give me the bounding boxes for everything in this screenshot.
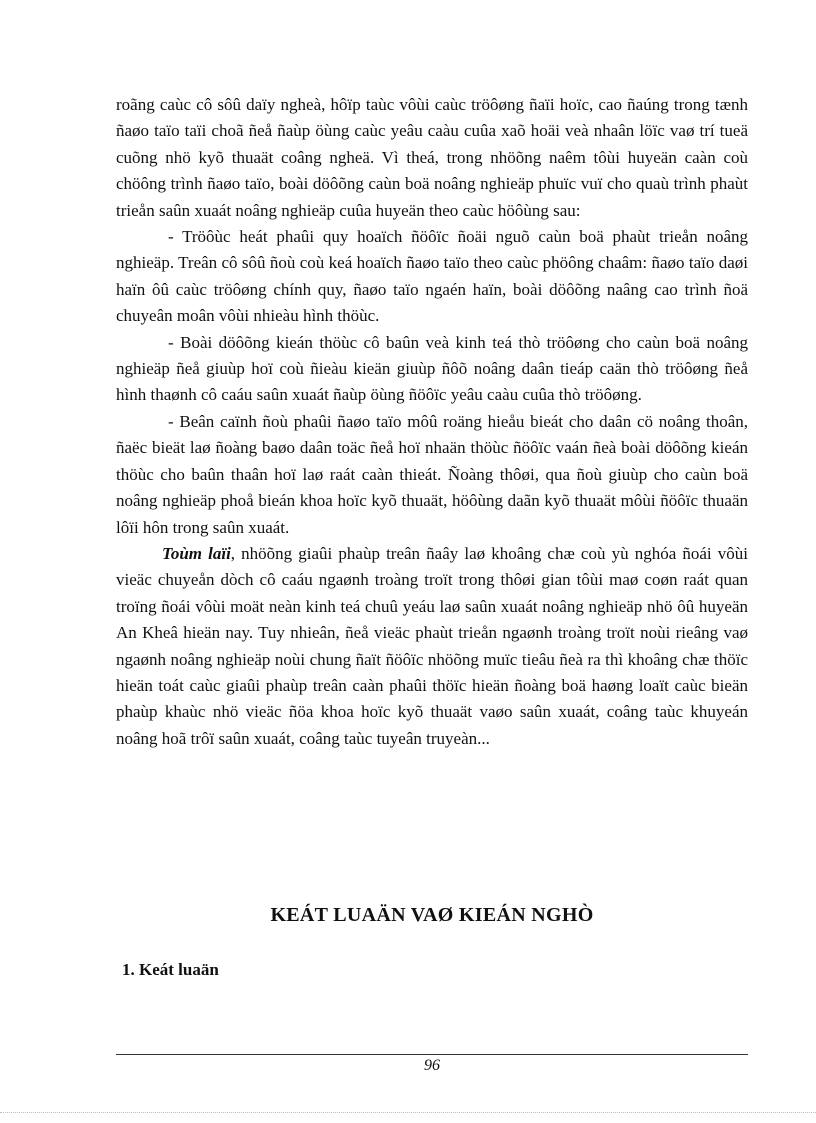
subsection-title: 1. Keát luaän: [122, 960, 219, 979]
conclusion-lead: Toùm laïi: [162, 543, 231, 563]
body-paragraph-bullet-3: - Beân caïnh ñoù phaûi ñaøo taïo môû roäng hieåu bieát cho daân cö noâng thoân, ñaëc bieät laø ñoàng baøo daân toäc ñeå hoï nhaän thöùc ñöôïc vaán ñeà boài döôõng kieán thöùc cho baûn thaân hoï laø raát caàn thieát. Ñoàng thôøi, qua ñoù giuùp cho caùn boä noâng nghieäp phoå bieán khoa hoïc kyõ thuaät, höôùng daãn kyõ thuaät môùi ñöôïc thuaän lôïi hôn trong saûn xuaát.: [116, 411, 748, 537]
body-paragraph-intro: roãng caùc cô sôû daïy ngheà, hôïp taùc vôùi caùc tröôøng ñaïi hoïc, cao ñaúng trong tænh ñaøo taïo taïi choã ñeå ñaùp öùng caùc yeâu caàu cuûa xaõ hoäi veà nhaân löïc vaø trí tueä cuõng nhö kyõ thuaät coâng ngheä. Vì theá, trong nhöõng naêm tôùi huyeän caàn coù chöông trình ñaøo taïo, boài döôõng caùn boä noâng nghieäp phuïc vuï cho quaù trình phaùt trieån saûn xuaát noâng nghieäp cuûa huyeän theo caùc höôùng sau:: [116, 95, 748, 220]
conclusion-text: , nhöõng giaûi phaùp treân ñaây laø khoâng chæ coù yù nghóa ñoái vôùi vieäc chuyeån dòch cô caáu ngaønh troàng troït trong thôøi gian tôùi maø coøn raát quan troïng ñoái vôùi moät neàn kinh teá chuû yeáu laø saûn xuaát noâng nghieäp nhö ôû huyeän An Kheâ hieän nay. Tuy nhieân, ñeå vieäc phaùt trieån ngaønh troàng troït noùi rieâng vaø ngaønh noâng nghieäp noùi chung ñaït ñöôïc nhöõng muïc tieâu ñeà ra thì khoâng chæ thöïc hieän toát caùc giaûi phaùp treân caàn phaûi thöïc hieän ñoàng boä haøng loaït caùc bieän phaùp khaùc nhö vieäc ñöa khoa hoïc kyõ thuaät vaøo saûn xuaát, coâng taùc khuyeán noâng hoã trôï saûn xuaát, coâng taùc tuyeân truyeàn...: [116, 543, 748, 748]
footer-divider: [116, 1054, 748, 1055]
body-paragraph-bullet-2: - Boài döôõng kieán thöùc cô baûn veà kinh teá thò tröôøng cho caùn boä noâng nghieäp ñeå giuùp hoï coù ñieàu kieän giuùp ñôõ noâng daân tieáp caän thò tröôøng ñeå hình thaønh cô caáu saûn xuaát ñaùp öùng ñöôïc yeâu caàu cuûa thò tröôøng.: [116, 332, 748, 405]
page-edge-divider: [0, 1112, 816, 1113]
body-paragraph-conclusion: [116, 541, 748, 752]
page-number: 96: [424, 1057, 440, 1074]
body-paragraph-bullet-1: - Tröôùc heát phaûi quy hoaïch ñöôïc ñoäi nguõ caùn boä phaùt trieån noâng nghieäp. Treân cô sôû ñoù coù keá hoaïch ñaøo taïo theo caùc phöông chaâm: ñaøo taïo daøi haïn ôû caùc tröôøng chính quy, ñaøo taïo ngaén haïn, boài döôõng naâng cao trình ñoä chuyeân moân vôùi nhieàu hình thöùc.: [116, 227, 748, 326]
section-title: KEÁT LUAÄN VAØ KIEÁN NGHÒ: [270, 904, 594, 926]
document-body: [116, 92, 748, 752]
